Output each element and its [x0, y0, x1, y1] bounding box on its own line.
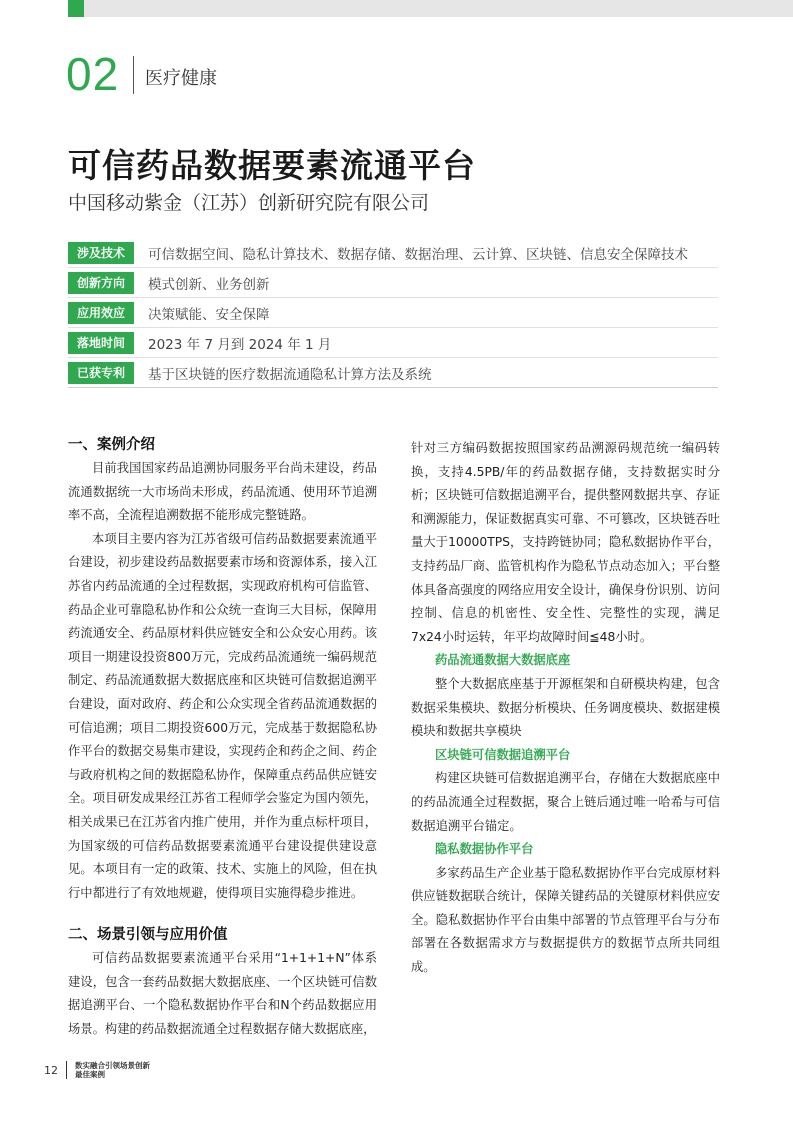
- section-heading-scenario: 二、场景引领与应用价值: [68, 927, 228, 944]
- meta-value: 2023 年 7 月到 2024 年 1 月: [148, 337, 332, 353]
- meta-tag: 已获专利: [68, 362, 134, 384]
- page-title: 可信药品数据要素流通平台: [68, 146, 476, 185]
- meta-value: 可信数据空间、隐私计算技术、数据存储、数据治理、云计算、区块链、信息安全保障技术: [148, 247, 688, 263]
- meta-row: [68, 269, 718, 298]
- meta-value: 模式创新、业务创新: [148, 277, 270, 293]
- paragraph: 构建区块链可信数据追溯平台，存储在大数据底座中的药品流通全过程数据，聚合上链后通过唯一哈希与可信数据追溯平台锚定。: [411, 771, 720, 833]
- footer-line2: 最佳案例: [75, 1070, 105, 1079]
- top-bar-accent: [68, 0, 84, 17]
- meta-tag: 创新方向: [68, 272, 134, 294]
- right-column: [411, 437, 720, 980]
- page-number: 12: [44, 1063, 58, 1077]
- footer-line1: 数实融合引领场景创新: [75, 1061, 150, 1070]
- meta-row: [68, 239, 718, 268]
- scenario-text: 可信药品数据要素流通平台采用“1+1+1+N”体系建设，包含一套药品数据大数据底座、一个区块链可信数据追溯平台、一个隐私数据协作平台和N个药品数据应用场景。构建的药品数据流通全过程数据存储大数据底座，: [68, 951, 377, 1037]
- meta-row: [68, 329, 718, 358]
- page-footer: [44, 1061, 150, 1079]
- paragraph: [68, 947, 377, 1041]
- section-heading-intro: 一、案例介绍: [68, 437, 155, 453]
- section-name: 医疗健康: [145, 68, 217, 89]
- paragraph: 本项目主要内容为江苏省级可信药品数据要素流通平台建设，初步建设药品数据要素市场和资源体系，接入江苏省内药品流通的全过程数据，实现政府机构可信监管、药品企业可靠隐私协作和公众统一查询三大目标，保障用药流通安全、药品原材料供应链安全和公众安心用药。该项目一期建设投资800万元，完成药品流通统一编码规范制定、药品流通数据大数据底座和区块链可信数据追溯平台建设，面对政府、药企和公众实现全省药品流通数据的可信追溯；项目二期投资600万元，完成基于数据隐私协作平台的数据交易集市建设，实现药企和药企之间、药企与政府机构之间的数据隐私协作，保障重点药品供应链安全。项目研发成果经江苏省工程师学会鉴定为国内领先，相关成果已在江苏省内推广使用，并作为重点标杆项目，为国家级的可信药品数据要素流通平台建设提供建设意见。本项目有一定的政策、技术、实施上的风险，但在执行中都进行了有效地规避，使得项目实施得稳步推进。: [68, 531, 377, 900]
- subheading: 隐私数据协作平台: [435, 842, 534, 857]
- top-bar: [84, 0, 793, 17]
- meta-tag: 涉及技术: [68, 242, 134, 264]
- meta-row: [68, 359, 718, 388]
- meta-tag: 落地时间: [68, 332, 134, 354]
- meta-value: 决策赋能、安全保障: [148, 307, 270, 323]
- section-number: 02: [66, 48, 120, 100]
- paragraph: 整个大数据底座基于开源框架和自研模块构建，包含数据采集模块、数据分析模块、任务调度模块、数据建模模块和数据共享模块: [411, 676, 720, 739]
- organization-name: 中国移动紫金（江苏）创新研究院有限公司: [68, 192, 430, 214]
- left-column: [68, 433, 377, 1042]
- subheading: 药品流通数据大数据底座: [435, 653, 571, 668]
- paragraph-continued: 针对三方编码数据按照国家药品溯源码规范统一编码转换，支持4.5PB/年的药品数据存储，支持数据实时分析；区块链可信数据追溯平台，提供整网数据共享、存证和溯源能力，保证数据真实可靠、不可篡改，区块链吞吐量大于10000TPS，支持跨链协同；隐私数据协作平台，支持药品厂商、监管机构作为隐私节点动态加入；平台整体具备高强度的网络应用安全设计，确保身份识别、访问控制、信息的机密性、安全性、完整性的实现，满足7x24小时运转，年平均故障时间≦48小时。: [411, 441, 720, 644]
- subheading: 区块链可信数据追溯平台: [435, 747, 571, 762]
- footer-caption: [75, 1061, 150, 1079]
- footer-divider: [66, 1061, 67, 1079]
- paragraph: 目前我国国家药品追溯协同服务平台尚未建设，药品流通数据统一大市场尚未形成，药品流通、使用环节追溯率不高，全流程追溯数据不能形成完整链路。: [68, 461, 377, 523]
- meta-tag: 应用效应: [68, 302, 134, 324]
- meta-row: [68, 299, 718, 328]
- section-divider: [133, 56, 134, 94]
- meta-value: 基于区块链的医疗数据流通隐私计算方法及系统: [148, 367, 432, 383]
- meta-table: [68, 239, 718, 389]
- paragraph: 多家药品生产企业基于隐私数据协作平台完成原材料供应链数据联合统计，保障关键药品的关键原材料供应安全。隐私数据协作平台由集中部署的节点管理平台与分布部署在各数据需求方与数据提供方的数据节点所共同组成。: [411, 865, 720, 975]
